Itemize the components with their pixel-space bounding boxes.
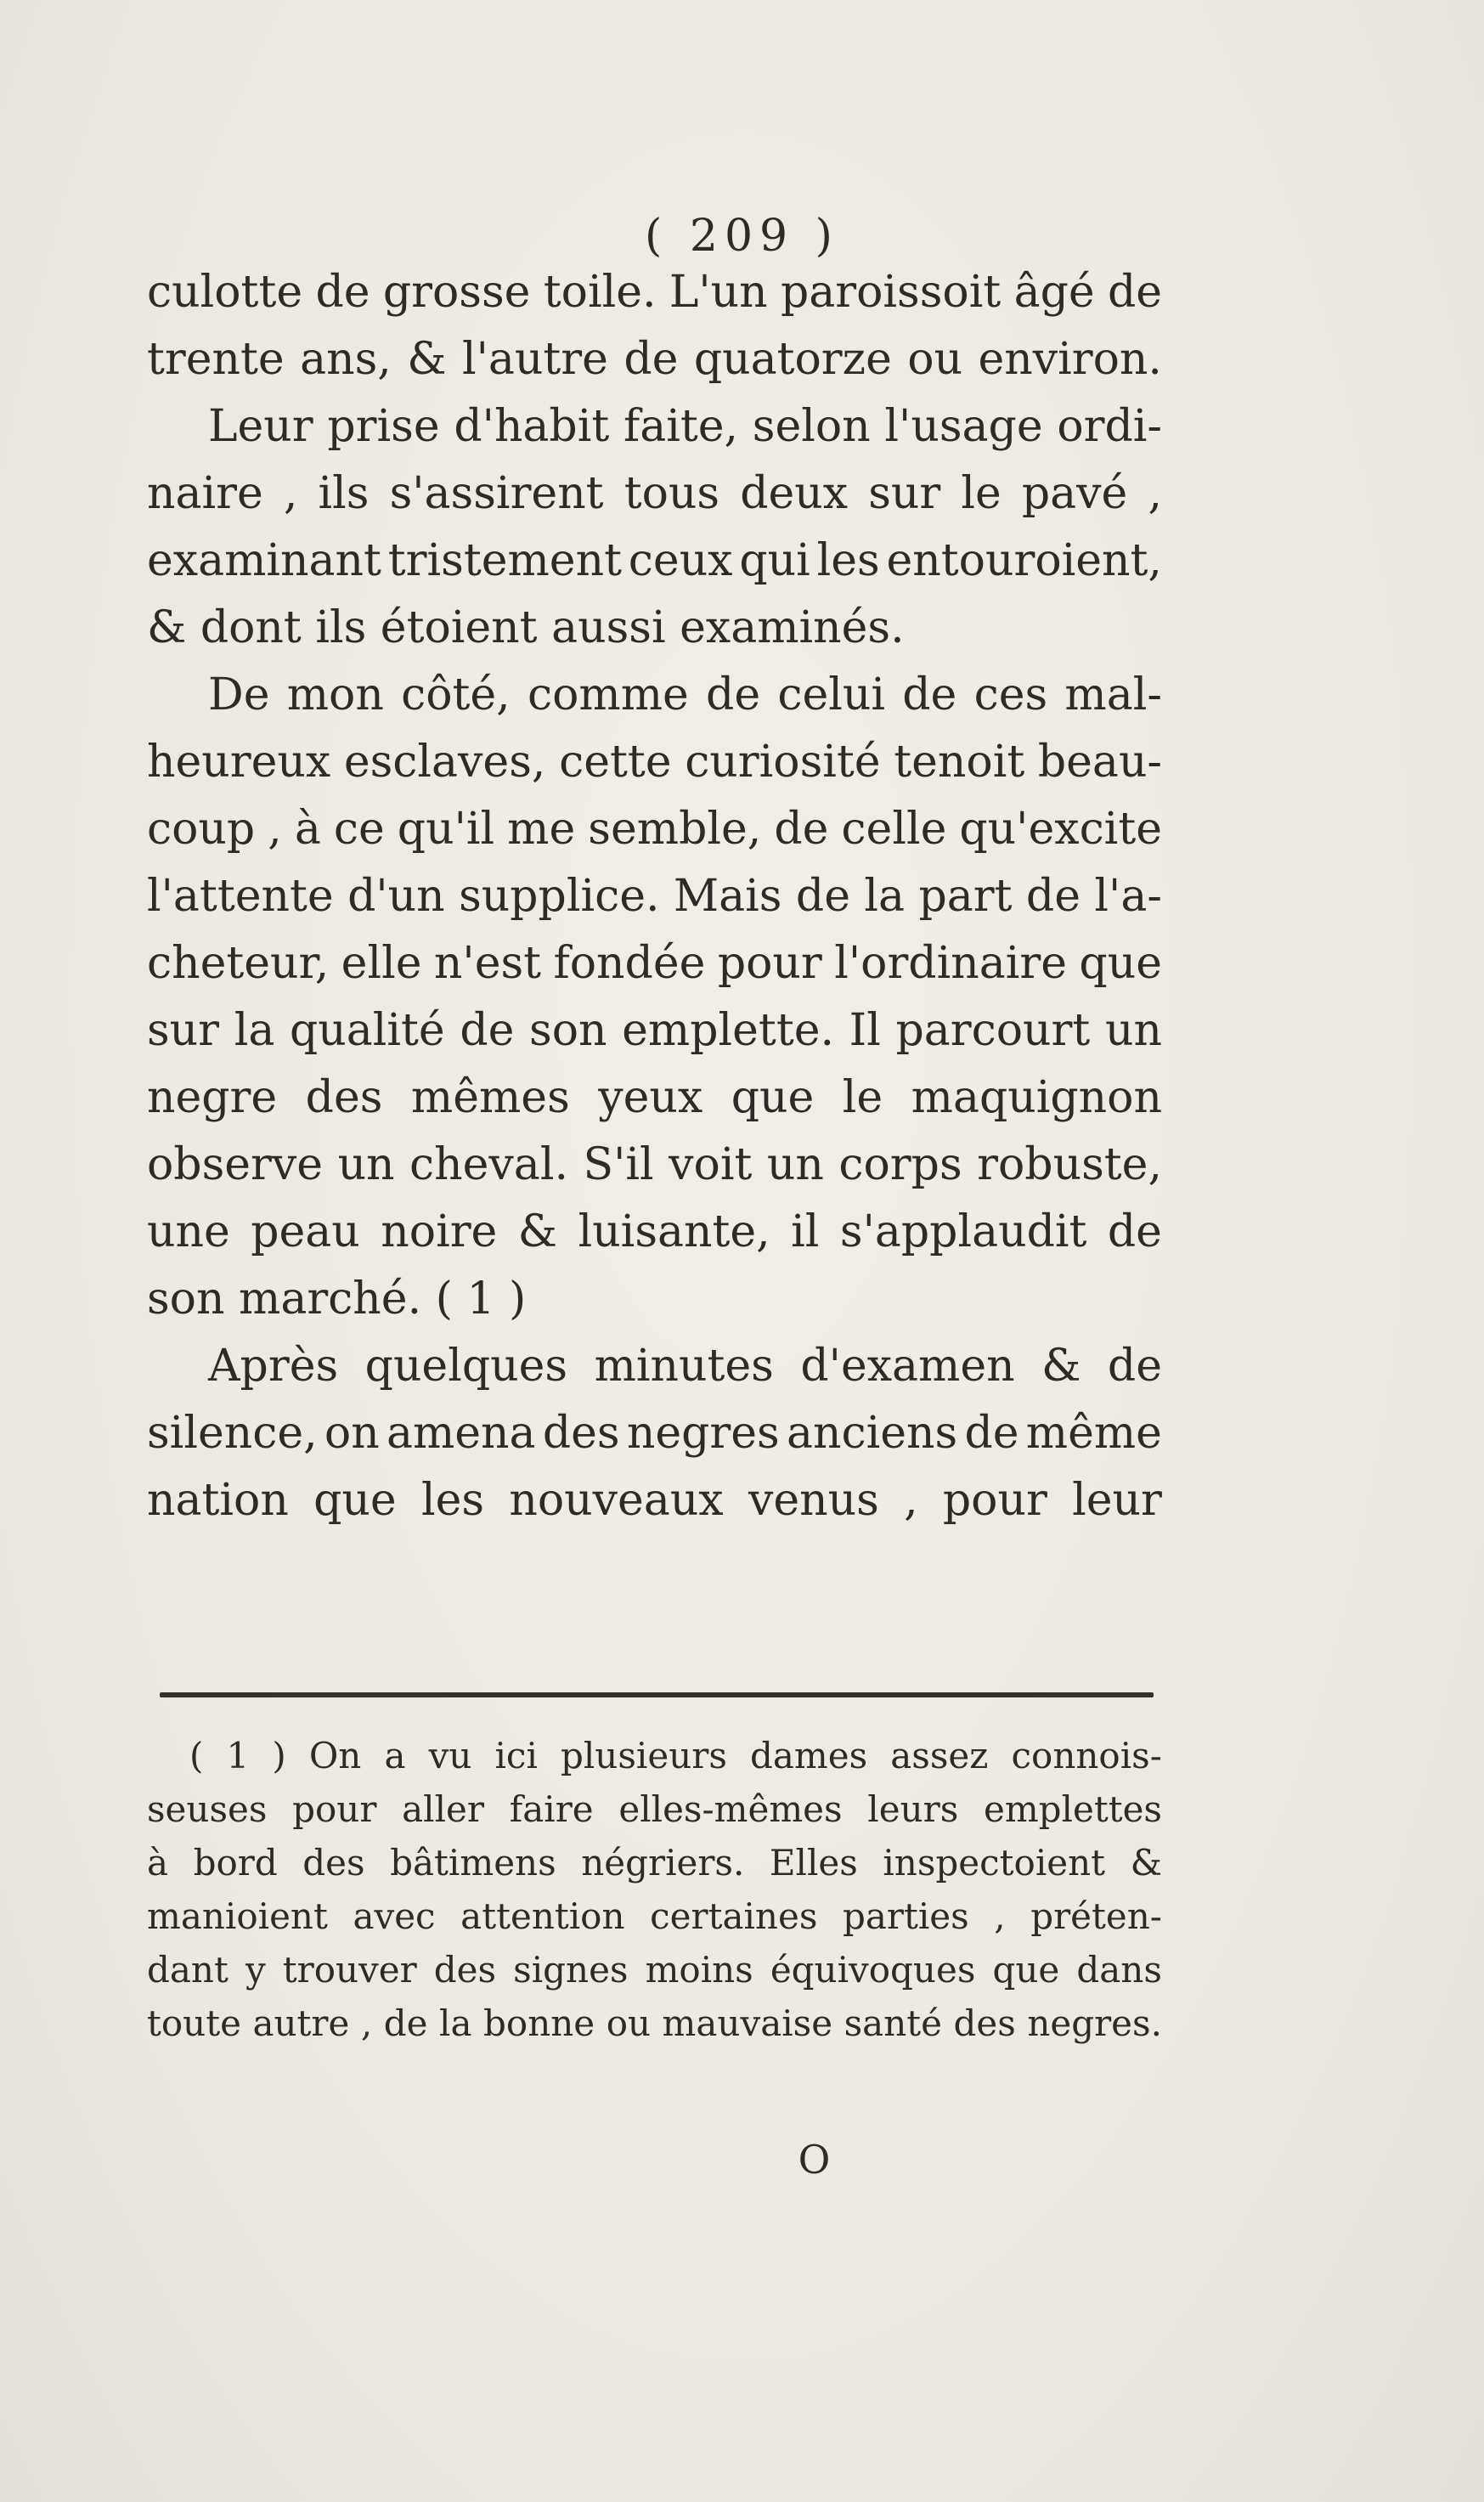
footnote-line: seuses pour aller faire elles-mêmes leurs emplettes xyxy=(147,1788,1162,1830)
text-line: sur la qualité de son emplette. Il parcourt un xyxy=(147,1005,1162,1056)
text-line: observe un cheval. S'il voit un corps robuste, xyxy=(147,1139,1162,1190)
text-line: l'attente d'un supplice. Mais de la part de l'a- xyxy=(147,871,1162,922)
footnote-line: toute autre , de la bonne ou mauvaise santé des negres. xyxy=(147,2002,1162,2044)
footnote-line: dant y trouver des signes moins équivoques que dans xyxy=(147,1949,1162,1991)
footnote xyxy=(147,1729,1162,2050)
footnote-line: manioient avec attention certaines parties , préten- xyxy=(147,1895,1162,1937)
text-line: heureux esclaves, cette curiosité tenoit beau- xyxy=(147,737,1162,788)
text-line: culotte de grosse toile. L'un paroissoit âgé de xyxy=(147,267,1162,318)
footnote-line: à bord des bâtimens négriers. Elles inspectoient & xyxy=(147,1842,1162,1884)
text-line: son marché. ( 1 ) xyxy=(147,1274,527,1324)
text-line: examinant tristement ceux qui les entouroient, xyxy=(147,535,1162,586)
text-line: cheteur, elle n'est fondée pour l'ordinaire que xyxy=(147,938,1162,989)
text-line: trente ans, & l'autre de quatorze ou environ. xyxy=(147,334,1162,385)
page-number-header: ( 209 ) xyxy=(645,211,839,262)
signature-mark: O xyxy=(798,2137,831,2183)
text-line: & dont ils étoient aussi examinés. xyxy=(147,602,905,653)
text-line: naire , ils s'assirent tous deux sur le pavé , xyxy=(147,468,1162,519)
text-line: silence, on amena des negres anciens de même xyxy=(147,1408,1162,1459)
text-line: une peau noire & luisante, il s'applaudit de xyxy=(147,1206,1162,1257)
text-line: coup , à ce qu'il me semble, de celle qu'excite xyxy=(147,804,1162,855)
text-line: De mon côté, comme de celui de ces mal- xyxy=(208,669,1162,720)
text-line: Leur prise d'habit faite, selon l'usage ordi- xyxy=(208,401,1162,452)
text-line: nation que les nouveaux venus , pour leur xyxy=(147,1475,1162,1526)
footnote-line: ( 1 ) On a vu ici plusieurs dames assez connois- xyxy=(189,1735,1162,1776)
footnote-divider xyxy=(160,1692,1154,1697)
main-text xyxy=(147,259,1162,1534)
text-line: Après quelques minutes d'examen & de xyxy=(208,1341,1162,1392)
text-line: negre des mêmes yeux que le maquignon xyxy=(147,1072,1162,1123)
